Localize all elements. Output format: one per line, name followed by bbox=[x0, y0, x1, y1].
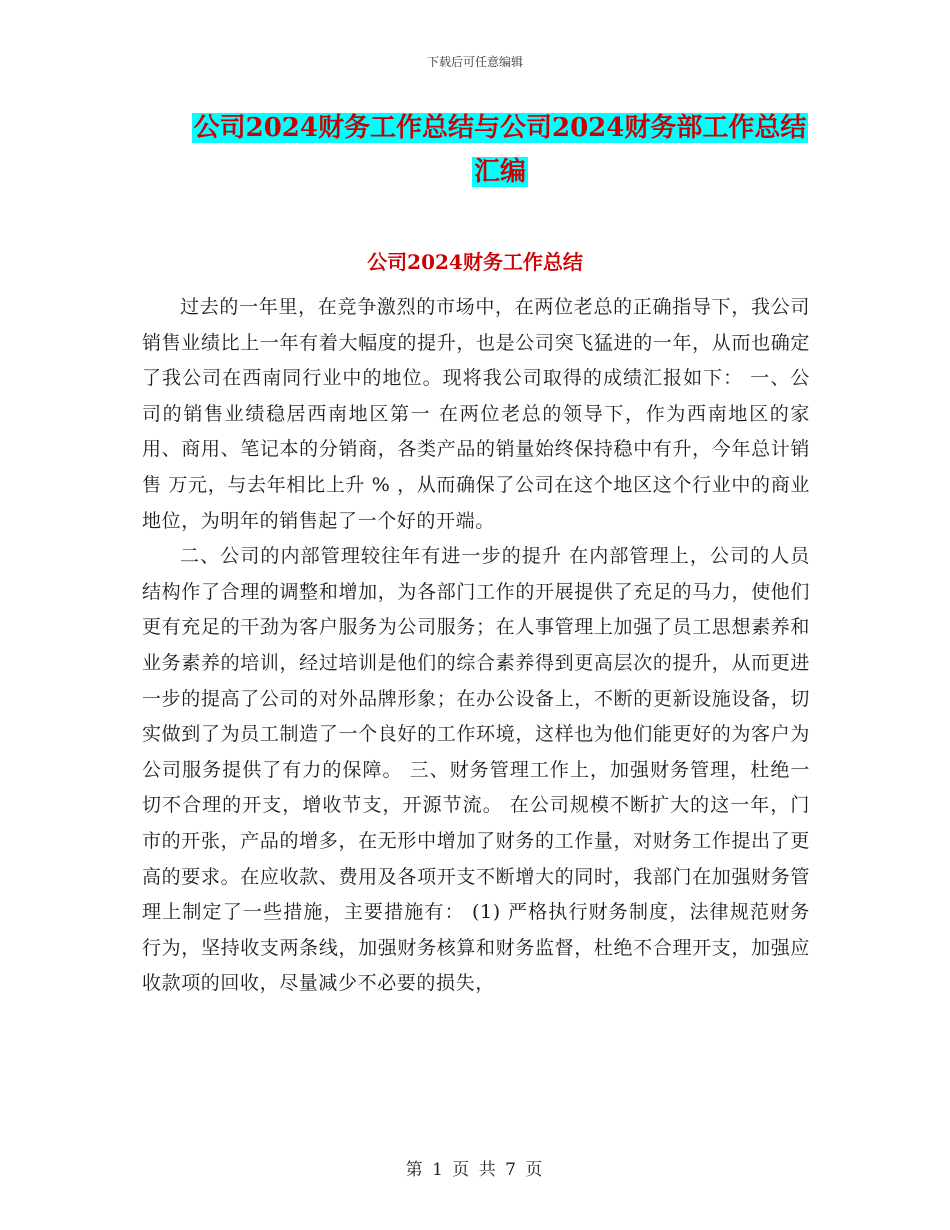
body-paragraph: 二、公司的内部管理较往年有进一步的提升 在内部管理上，公司的人员结构作了合理的调整和增加，为各部门工作的开展提供了充足的马力，使他们更有充足的干劲为客户服务为公司服务；在人事管理上加强了员工思想素养和业务素养的培训，经过培训是他们的综合素养得到更高层次的提升，从而更进一步的提高了公司的对外品牌形象；在办公设备上，不断的更新设施设备，切实做到了为员工制造了一个良好的工作环境，这样也为他们能更好的为客户为公司服务提供了有力的保障。 三、财务管理工作上，加强财务管理，杜绝一切不合理的开支，增收节支，开源节流。 在公司规模不断扩大的这一年，门市的开张，产品的增多，在无形中增加了财务的工作量，对财务工作提出了更高的要求。在应收款、费用及各项开支不断增大的同时，我部门在加强财务管理上制定了一些措施，主要措施有： (1) 严格执行财务制度，法律规范财务行为，坚持收支两条线，加强财务核算和财务监督，杜绝不合理开支，加强应收款项的回收，尽量减少不必要的损失， bbox=[142, 545, 810, 995]
document-title bbox=[160, 106, 840, 194]
section-title: 公司2024财务工作总结 bbox=[367, 250, 583, 274]
document-title-line-2: 汇编 bbox=[473, 157, 526, 187]
page-number-footer: 第 1 页 共 7 页 bbox=[405, 1160, 545, 1180]
document-body bbox=[142, 290, 810, 1002]
page-header-note: 下载后可任意编辑 bbox=[426, 55, 523, 69]
body-paragraph: 过去的一年里，在竞争激烈的市场中，在两位老总的正确指导下，我公司销售业绩比上一年有着大幅度的提升，也是公司突飞猛进的一年，从而也确定了我公司在西南同行业中的地位。现将我公司取得的成绩汇报如下： 一、公司的销售业绩稳居西南地区第一 在两位老总的领导下，作为西南地区的家用、商用、笔记本的分销商，各类产品的销量始终保持稳中有升，今年总计销售 万元，与去年相比上升 % ，从而确保了公司在这个地区这个行业中的商业地位，为明年的销售起了一个好的开端。 bbox=[142, 296, 810, 532]
document-title-line-1: 公司2024财务工作总结与公司2024财务部工作总结 bbox=[193, 113, 807, 143]
